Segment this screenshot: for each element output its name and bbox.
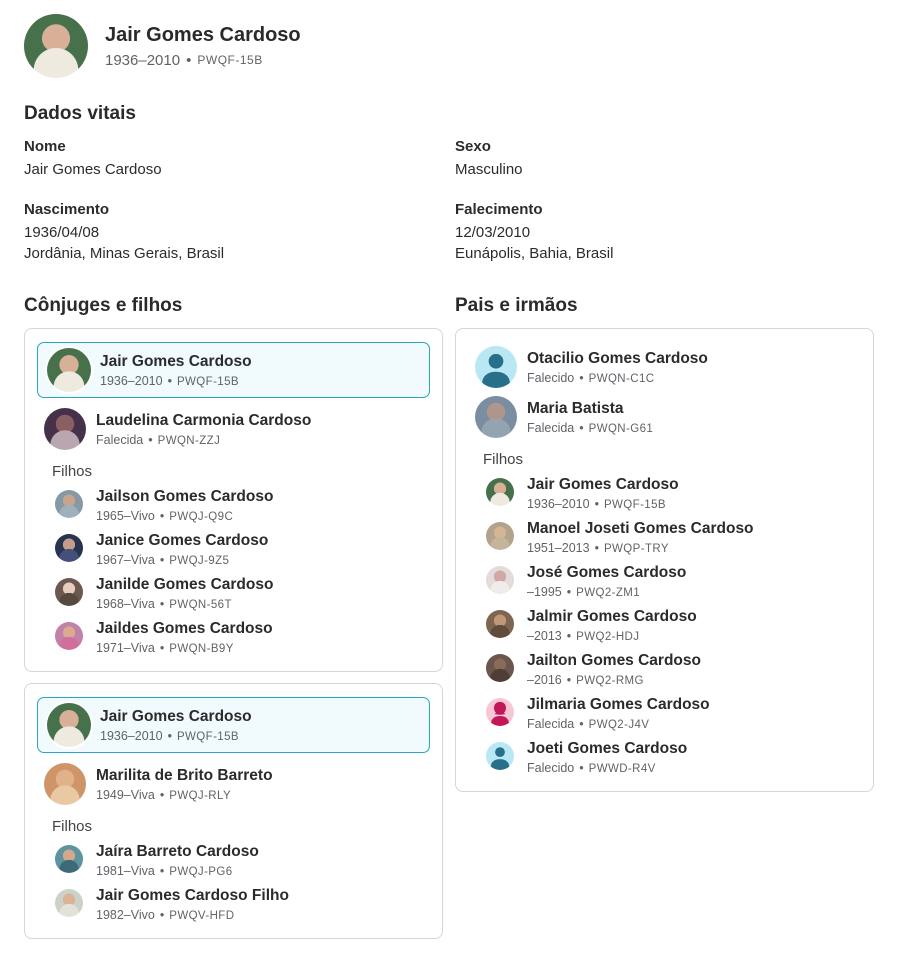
- lifespan: Falecida: [527, 717, 575, 731]
- person-id: PWQ2-HDJ: [576, 631, 640, 643]
- parents-column: [455, 295, 874, 792]
- person-info: [527, 651, 701, 687]
- bullet-separator: •: [159, 788, 165, 802]
- person-name-link[interactable]: Manoel Joseti Gomes Cardoso: [527, 520, 754, 537]
- death-date: 12/03/2010: [455, 224, 531, 241]
- person-name-link[interactable]: Jilmaria Gomes Cardoso: [527, 696, 710, 713]
- person-id: PWQ2-ZM1: [576, 587, 641, 599]
- death-place: Eunápolis, Bahia, Brasil: [455, 245, 614, 262]
- person-detail: [527, 673, 701, 687]
- vitals-grid: [24, 138, 875, 264]
- bullet-separator: •: [579, 761, 584, 775]
- avatar: [55, 534, 83, 562]
- sibling-row: [486, 695, 861, 731]
- person-id: PWQN-G61: [588, 423, 654, 435]
- avatar: [55, 845, 83, 873]
- field-label: Sexo: [455, 138, 491, 155]
- lifespan: 1965–Vivo: [96, 509, 155, 523]
- person-name-link[interactable]: Jair Gomes Cardoso: [100, 353, 252, 370]
- child-row: [55, 842, 430, 878]
- parents-section-title: Pais e irmãos: [455, 295, 578, 316]
- person-info: [527, 349, 708, 385]
- bullet-separator: •: [159, 641, 165, 655]
- person-info: [96, 411, 311, 447]
- lifespan: –2013: [527, 629, 562, 643]
- field-label: Falecimento: [455, 201, 543, 218]
- bullet-separator: •: [159, 553, 165, 567]
- default-male-avatar-icon: [475, 346, 517, 388]
- person-info: [100, 707, 252, 743]
- person-info: [527, 739, 687, 775]
- person-name-link[interactable]: Jair Gomes Cardoso: [527, 476, 679, 493]
- bullet-separator: •: [159, 864, 165, 878]
- person-detail: [96, 788, 273, 802]
- avatar: [47, 703, 91, 747]
- bullet-separator: •: [579, 371, 584, 385]
- bullet-separator: •: [579, 421, 584, 435]
- person-name-link[interactable]: Laudelina Carmonia Cardoso: [96, 412, 312, 429]
- sibling-row: [486, 563, 861, 599]
- field-label: Nascimento: [24, 201, 110, 218]
- person-info: [96, 619, 273, 655]
- person-name-link[interactable]: José Gomes Cardoso: [527, 564, 687, 581]
- avatar: [486, 478, 514, 506]
- person-name-link[interactable]: Jaíra Barreto Cardoso: [96, 843, 259, 860]
- person-detail: [527, 541, 754, 555]
- person-id: PWQP-TRY: [603, 543, 669, 555]
- vital-field-name: [24, 138, 455, 180]
- bullet-separator: •: [159, 597, 165, 611]
- lifespan: 1936–2010: [527, 497, 590, 511]
- lifespan: 1981–Viva: [96, 864, 155, 878]
- spouse-row: [37, 759, 430, 809]
- person-name-link[interactable]: Janice Gomes Cardoso: [96, 532, 269, 549]
- person-id: PWQN-C1C: [588, 373, 655, 385]
- father-row: [468, 342, 861, 392]
- person-info: [96, 886, 289, 922]
- default-female-avatar-icon: [486, 698, 514, 726]
- child-row: [55, 487, 430, 523]
- parents-card: [455, 328, 874, 792]
- avatar: [486, 522, 514, 550]
- person-name-link[interactable]: Marilita de Brito Barreto: [96, 767, 273, 784]
- bullet-separator: •: [186, 51, 192, 69]
- spouse-row: [37, 404, 430, 454]
- lifespan: 1982–Vivo: [96, 908, 155, 922]
- family-card-1: [24, 328, 443, 672]
- person-detail: [527, 761, 687, 775]
- person-detail: [100, 729, 252, 743]
- person-detail: [527, 421, 653, 435]
- bullet-separator: •: [594, 497, 599, 511]
- avatar: [475, 396, 517, 438]
- person-detail: [100, 374, 252, 388]
- person-info: [96, 487, 273, 523]
- person-name-link[interactable]: Jailton Gomes Cardoso: [527, 652, 701, 669]
- field-value: Masculino: [455, 161, 523, 178]
- lifespan: 1967–Viva: [96, 553, 155, 567]
- person-id: PWQF-15B: [176, 376, 239, 388]
- selected-person-row[interactable]: [37, 342, 430, 398]
- person-info: [96, 575, 273, 611]
- vitals-title: Dados vitais: [24, 103, 136, 124]
- child-row: [55, 886, 430, 922]
- spouses-section-title: Cônjuges e filhos: [24, 295, 183, 316]
- bullet-separator: •: [566, 629, 572, 643]
- person-info: [96, 842, 259, 878]
- child-row: [55, 619, 430, 655]
- person-id: PWQJ-9Z5: [169, 555, 230, 567]
- person-id: PWQV-HFD: [169, 910, 235, 922]
- person-name-link[interactable]: Jair Gomes Cardoso: [100, 708, 252, 725]
- sibling-row: [486, 651, 861, 687]
- vital-field-death: [455, 201, 875, 264]
- person-id: PWQN-ZZJ: [157, 435, 221, 447]
- lifespan: Falecido: [527, 761, 575, 775]
- person-info: [527, 695, 710, 731]
- person-detail: [527, 629, 697, 643]
- person-info: [527, 563, 686, 599]
- avatar: [486, 566, 514, 594]
- person-id: PWQ2-J4V: [588, 719, 650, 731]
- bullet-separator: •: [159, 509, 165, 523]
- person-id: PWQJ-Q9C: [169, 511, 234, 523]
- person-info: [527, 475, 679, 511]
- person-portrait[interactable]: [24, 14, 88, 78]
- person-id: PWQJ-RLY: [169, 790, 232, 802]
- person-detail: [96, 908, 289, 922]
- person-info: [96, 766, 273, 802]
- person-detail: [527, 717, 710, 731]
- sibling-row: [486, 519, 861, 555]
- person-name-link[interactable]: Jalmir Gomes Cardoso: [527, 608, 697, 625]
- person-name-link[interactable]: Janilde Gomes Cardoso: [96, 576, 274, 593]
- avatar: [486, 610, 514, 638]
- person-id: PWQN-B9Y: [169, 643, 234, 655]
- field-value: Jair Gomes Cardoso: [24, 161, 162, 178]
- person-detail: [527, 497, 679, 511]
- person-detail: [96, 641, 273, 655]
- avatar: [486, 654, 514, 682]
- lifespan: 1951–2013: [527, 541, 590, 555]
- bullet-separator: •: [566, 585, 572, 599]
- person-name-link[interactable]: Jailson Gomes Cardoso: [96, 488, 274, 505]
- person-header-subtitle: [105, 52, 301, 69]
- person-name-link[interactable]: Jair Gomes Cardoso Filho: [96, 887, 289, 904]
- person-detail: [96, 864, 259, 878]
- person-detail: [96, 553, 268, 567]
- birth-date: 1936/04/08: [24, 224, 100, 241]
- lifespan: Falecida: [527, 421, 575, 435]
- child-row: [55, 575, 430, 611]
- person-id: PWQJ-PG6: [169, 866, 233, 878]
- person-info: [527, 399, 653, 435]
- mother-row: [468, 392, 861, 442]
- person-id: PWQF-15B: [176, 731, 239, 743]
- person-id: PWWD-R4V: [588, 763, 656, 775]
- person-detail: [96, 597, 273, 611]
- person-name-link[interactable]: Otacilio Gomes Cardoso: [527, 350, 708, 367]
- bullet-separator: •: [159, 908, 165, 922]
- bullet-separator: •: [148, 433, 153, 447]
- child-row: [55, 531, 430, 567]
- avatar: [44, 763, 86, 805]
- spouses-column: [24, 295, 443, 939]
- avatar: [55, 578, 83, 606]
- header-person-id: PWQF-15B: [197, 53, 263, 67]
- person-info: [527, 607, 697, 643]
- person-info: [527, 519, 754, 555]
- bullet-separator: •: [594, 541, 599, 555]
- lifespan: –2016: [527, 673, 562, 687]
- children-label: Filhos: [52, 463, 93, 480]
- lifespan: 1968–Viva: [96, 597, 155, 611]
- avatar: [55, 622, 83, 650]
- person-detail: [527, 585, 686, 599]
- person-detail: [96, 509, 273, 523]
- person-id: PWQF-15B: [603, 499, 666, 511]
- person-header: [24, 12, 875, 78]
- person-name-link[interactable]: Maria Batista: [527, 400, 624, 417]
- person-detail: [527, 371, 708, 385]
- person-name-link[interactable]: Jaildes Gomes Cardoso: [96, 620, 273, 637]
- children-label: Filhos: [483, 451, 524, 468]
- sibling-row: [486, 739, 861, 775]
- person-info: [96, 531, 268, 567]
- lifespan: –1995: [527, 585, 562, 599]
- bullet-separator: •: [579, 717, 584, 731]
- sibling-row: [486, 607, 861, 643]
- lifespan: Falecida: [96, 433, 144, 447]
- bullet-separator: •: [167, 374, 172, 388]
- person-name-link[interactable]: Joeti Gomes Cardoso: [527, 740, 688, 757]
- bullet-separator: •: [566, 673, 572, 687]
- bullet-separator: •: [167, 729, 172, 743]
- lifespan: 1949–Viva: [96, 788, 155, 802]
- vital-field-sex: [455, 138, 875, 180]
- children-label: Filhos: [52, 818, 93, 835]
- default-male-avatar-icon: [486, 742, 514, 770]
- person-info: [100, 352, 252, 388]
- lifespan: 1971–Viva: [96, 641, 155, 655]
- avatar: [55, 889, 83, 917]
- field-label: Nome: [24, 138, 66, 155]
- family-columns: [24, 295, 875, 939]
- person-id: PWQ2-RMG: [576, 675, 644, 687]
- family-card-2: [24, 683, 443, 939]
- avatar: [44, 408, 86, 450]
- lifespan: Falecido: [527, 371, 575, 385]
- avatar: [55, 490, 83, 518]
- lifespan: 1936–2010: [100, 374, 163, 388]
- vitals-section: [24, 103, 875, 264]
- selected-person-row[interactable]: [37, 697, 430, 753]
- avatar: [47, 348, 91, 392]
- person-header-text: [105, 24, 301, 69]
- vital-field-birth: [24, 201, 455, 264]
- person-detail: [96, 433, 311, 447]
- birth-place: Jordânia, Minas Gerais, Brasil: [24, 245, 225, 262]
- person-id: PWQN-56T: [169, 599, 232, 611]
- header-lifespan: 1936–2010: [105, 51, 181, 69]
- lifespan: 1936–2010: [100, 729, 163, 743]
- page-title: Jair Gomes Cardoso: [105, 23, 301, 46]
- sibling-row: [486, 475, 861, 511]
